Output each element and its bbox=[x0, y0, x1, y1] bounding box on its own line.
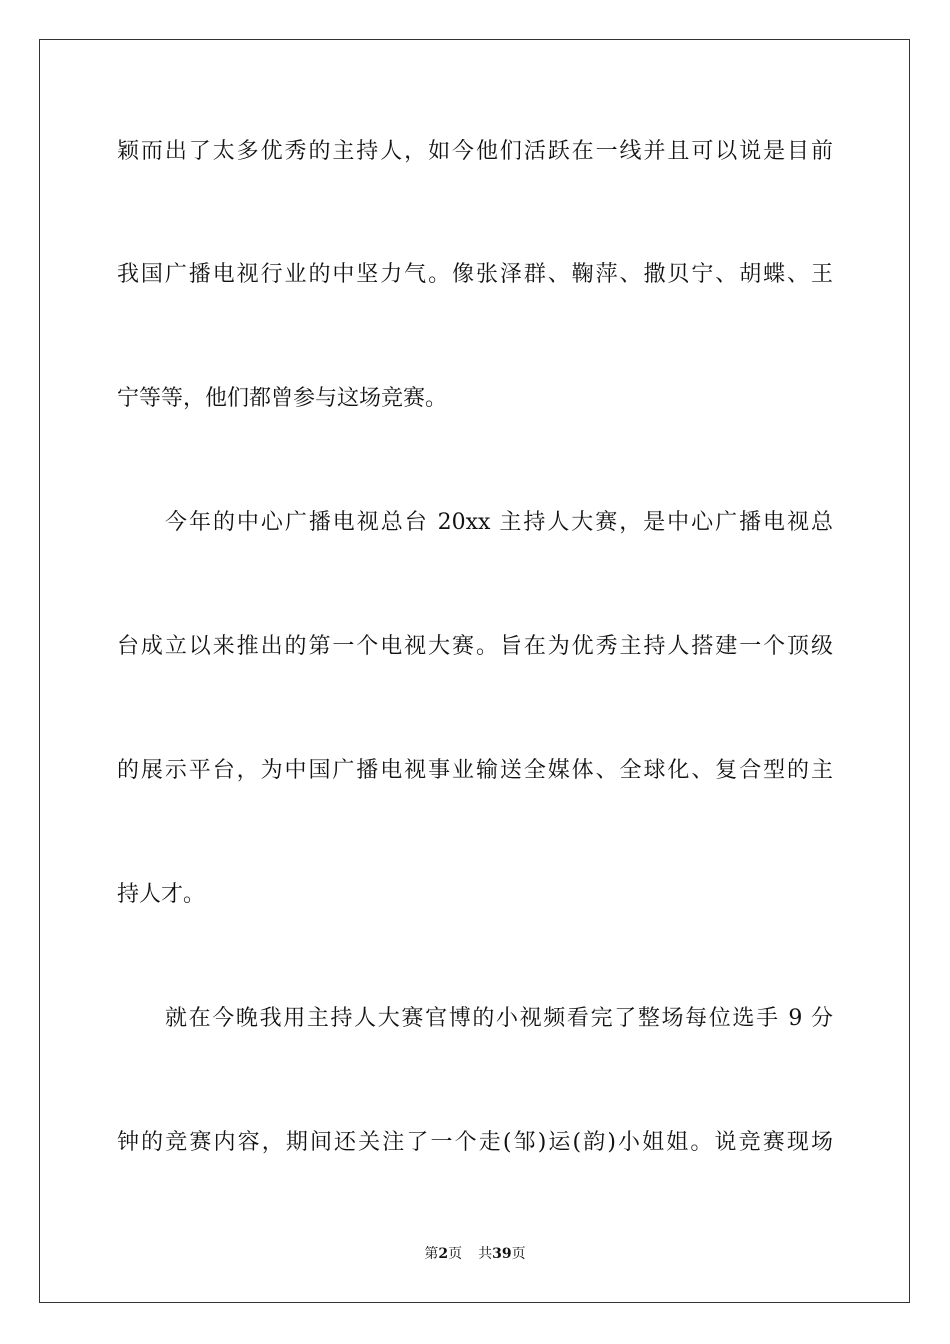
page-footer bbox=[0, 1244, 950, 1264]
total-prefix: 共 bbox=[478, 1246, 493, 1262]
text-line-3: 宁等等，他们都曾参与这场竞赛。 bbox=[117, 386, 448, 411]
text-line-5: 台成立以来推出的第一个电视大赛。旨在为优秀主持人搭建一个顶级 bbox=[117, 634, 833, 659]
total-page-number: 39 bbox=[492, 1246, 512, 1262]
page-border bbox=[39, 39, 910, 1303]
text-line-2: 我国广播电视行业的中坚力气。像张泽群、鞠萍、撒贝宁、胡蝶、王 bbox=[117, 262, 833, 287]
text-line-9: 钟的竞赛内容，期间还关注了一个走(邹)运(韵)小姐姐。说竞赛现场 bbox=[117, 1130, 833, 1155]
text-line-4: 今年的中心广播电视总台 20xx 主持人大赛，是中心广播电视总 bbox=[165, 510, 833, 535]
text-line-6: 的展示平台，为中国广播电视事业输送全媒体、全球化、复合型的主 bbox=[117, 758, 833, 783]
page-prefix: 第 bbox=[424, 1246, 439, 1262]
page-suffix: 页 bbox=[448, 1246, 463, 1262]
total-suffix: 页 bbox=[511, 1246, 526, 1262]
text-line-1: 颖而出了太多优秀的主持人，如今他们活跃在一线并且可以说是目前 bbox=[117, 139, 833, 164]
current-page-number: 2 bbox=[438, 1246, 449, 1262]
text-line-7: 持人才。 bbox=[117, 882, 206, 907]
text-line-8: 就在今晚我用主持人大赛官博的小视频看完了整场每位选手 9 分 bbox=[165, 1006, 833, 1031]
